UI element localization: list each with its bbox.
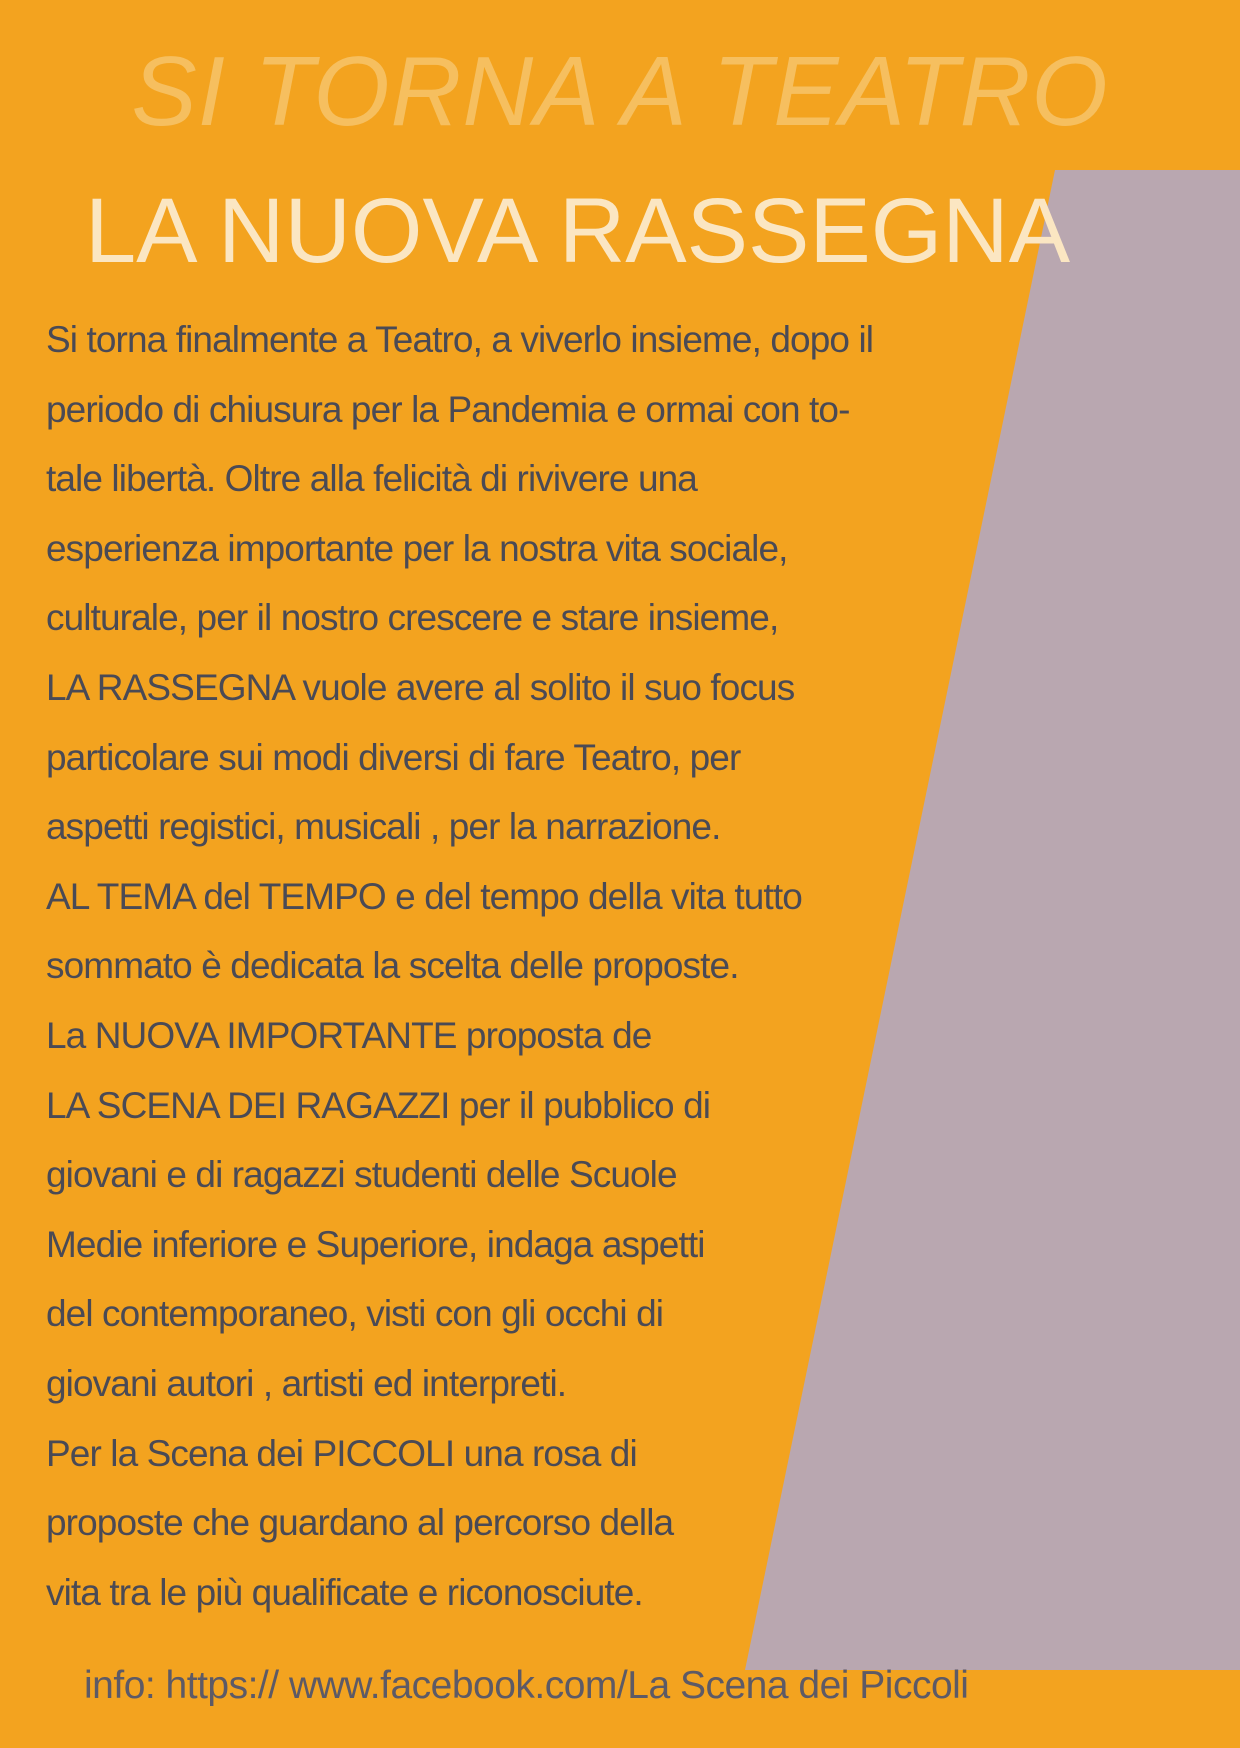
body-line: del contemporaneo, visti con gli occhi di	[46, 1293, 664, 1335]
body-line: vita tra le più qualificate e riconosciute.	[46, 1571, 643, 1613]
body-paragraph	[46, 305, 1026, 1627]
body-line: sommato è dedicata la scelta delle proposte.	[46, 945, 739, 987]
body-line: esperienza importante per la nostra vita sociale,	[46, 527, 788, 569]
footer-info-link[interactable]: info: https:// www.facebook.com/La Scena dei Piccoli	[84, 1664, 969, 1707]
body-line: particolare sui modi diversi di fare Teatro, per	[46, 736, 741, 778]
body-line: LA RASSEGNA vuole avere al solito il suo focus	[46, 666, 795, 708]
body-line: Per la Scena dei PICCOLI una rosa di	[46, 1432, 637, 1474]
body-line: tale libertà. Oltre alla felicità di rivivere una	[46, 458, 697, 500]
body-line: Si torna finalmente a Teatro, a viverlo insieme, dopo il	[46, 319, 874, 360]
body-line: La NUOVA IMPORTANTE proposta de	[46, 1014, 652, 1056]
body-line: periodo di chiusura per la Pandemia e ormai con to-	[46, 388, 850, 430]
body-line: proposte che guardano al percorso della	[46, 1502, 674, 1544]
body-line: giovani e di ragazzi studenti delle Scuole	[46, 1154, 677, 1196]
main-headline: LA NUOVA RASSEGNA	[85, 180, 1071, 282]
kicker-title: SI TORNA A TEATRO	[131, 36, 1109, 146]
body-line: culturale, per il nostro crescere e stare insieme,	[46, 597, 779, 639]
body-line: giovani autori , artisti ed interpreti.	[46, 1362, 567, 1404]
body-line: Medie inferiore e Superiore, indaga aspetti	[46, 1223, 705, 1265]
body-line: aspetti registici, musicali , per la narrazione.	[46, 806, 721, 848]
body-line: LA SCENA DEI RAGAZZI per il pubblico di	[46, 1084, 711, 1126]
body-line: AL TEMA del TEMPO e del tempo della vita tutto	[46, 875, 802, 917]
